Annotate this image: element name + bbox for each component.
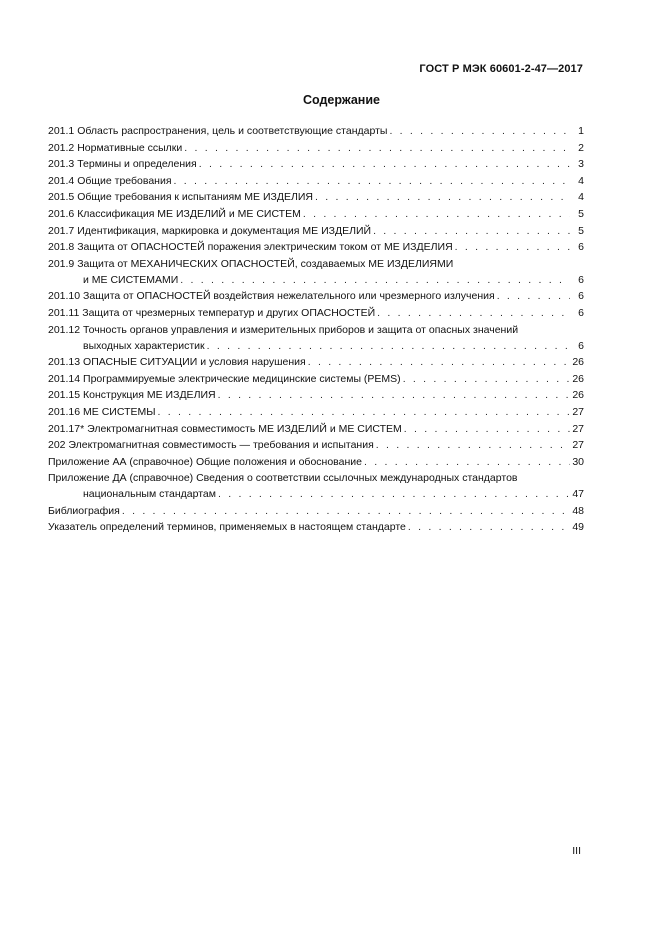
toc-entry[interactable] [48,123,584,140]
dot-leader [122,503,570,520]
toc-entry-title: 201.4 Общие требования [48,174,172,187]
toc-entry[interactable] [48,421,584,438]
toc-entry-title: 201.14 Программируемые электрические медицинские системы (PEMS) [48,372,401,385]
toc-entry[interactable] [48,256,584,289]
toc-entry[interactable] [48,371,584,388]
toc-entry-title: 201.10 Защита от ОПАСНОСТЕЙ воздействия нежелательного или чрезмерного излучения [48,290,495,303]
toc-entry-title: 202 Электромагнитная совместимость — требования и испытания [48,439,374,452]
toc-entry-title: Указатель определений терминов, применяемых в настоящем стандарте [48,521,406,534]
toc-entry-page: 26 [572,372,584,385]
toc-entry[interactable] [48,173,584,190]
toc-entry-page: 47 [572,488,584,501]
toc-entry-page: 5 [578,224,584,237]
page-title: Содержание [302,93,380,107]
dot-leader [408,519,570,536]
toc-entry-page: 4 [578,174,584,187]
toc-entry[interactable] [48,454,584,471]
toc-entry[interactable] [48,239,584,256]
toc-entry-page: 6 [578,339,584,352]
dot-leader [497,288,570,305]
dot-leader [404,421,570,438]
toc-entry-page: 49 [572,521,584,534]
toc-entry-title: 201.1 Область распространения, цель и соответствующие стандарты [48,125,388,137]
toc-entry-title: 201.8 Защита от ОПАСНОСТЕЙ поражения электрическим током от МЕ ИЗДЕЛИЯ [48,241,453,254]
dot-leader [373,223,570,240]
toc-entry[interactable] [48,305,584,322]
toc-entry[interactable] [48,519,584,536]
toc-entry-page: 27 [572,405,584,418]
toc-entry-page: 27 [572,422,584,435]
toc-entry-page: 3 [578,158,584,171]
toc-entry[interactable] [48,354,584,371]
table-of-contents [48,123,584,536]
toc-entry-page: 26 [572,389,584,402]
toc-entry-title: Библиография [48,504,120,517]
toc-entry-title: 201.3 Термины и определения [48,158,197,171]
toc-entry[interactable] [48,189,584,206]
toc-entry[interactable] [48,223,584,240]
toc-entry-page: 6 [578,241,584,254]
toc-entry-page: 6 [578,290,584,303]
page-number: III [572,845,581,857]
toc-entry-title: 201.17* Электромагнитная совместимость МЕ ИЗДЕЛИЙ и МЕ СИСТЕМ [48,422,402,435]
toc-entry-title: 201.16 МЕ СИСТЕМЫ [48,405,156,418]
dot-leader [389,123,570,140]
dot-leader [174,173,570,190]
toc-entry-title: 201.13 ОПАСНЫЕ СИТУАЦИИ и условия нарушения [48,356,306,369]
toc-entry-title: 201.11 Защита от чрезмерных температур и других ОПАСНОСТЕЙ [48,306,376,319]
toc-entry-title: 201.7 Идентификация, маркировка и документация МЕ ИЗДЕЛИЙ [48,224,372,237]
toc-entry-page: 5 [578,207,584,220]
toc-entry-page: 6 [578,306,584,319]
toc-entry[interactable] [48,288,584,305]
toc-entry-title-continued: и МЕ СИСТЕМАМИ [83,273,179,286]
toc-entry-page: 4 [578,191,584,204]
dot-leader [184,140,570,157]
dot-leader [218,387,570,404]
dot-leader [180,272,570,289]
toc-entry[interactable] [48,503,584,520]
toc-entry-page: 26 [572,356,584,369]
dot-leader [158,404,570,421]
toc-entry-title: 201.6 Классификация МЕ ИЗДЕЛИЙ и МЕ СИСТЕМ [48,207,301,220]
dot-leader [315,189,570,206]
toc-entry[interactable] [48,470,584,503]
dot-leader [377,305,570,322]
toc-entry[interactable] [48,404,584,421]
dot-leader [218,486,570,503]
toc-entry[interactable] [48,206,584,223]
toc-entry-title: 201.12 Точность органов управления и измерительных приборов и защита от опасных значений [48,323,519,336]
toc-entry-page: 30 [572,455,584,468]
dot-leader [403,371,570,388]
toc-entry-page: 27 [572,439,584,452]
dot-leader [303,206,570,223]
dot-leader [364,454,570,471]
toc-entry[interactable] [48,437,584,454]
dot-leader [376,437,570,454]
toc-entry-page: 2 [578,141,584,154]
dot-leader [199,156,570,173]
toc-entry-page: 6 [578,273,584,286]
toc-entry-title: Приложение ДА (справочное) Сведения о соответствии ссылочных международных стандартов [48,472,518,485]
toc-entry-title: 201.15 Конструкция МЕ ИЗДЕЛИЯ [48,389,216,402]
toc-entry-title: Приложение АА (справочное) Общие положения и обоснование [48,455,362,468]
toc-entry-title: 201.2 Нормативные ссылки [48,141,183,154]
toc-entry-page: 1 [578,125,584,137]
toc-entry-title: 201.5 Общие требования к испытаниям МЕ ИЗДЕЛИЯ [48,191,313,204]
dot-leader [455,239,570,256]
toc-entry-title-continued: национальным стандартам [83,488,216,501]
toc-entry-page: 48 [572,504,584,517]
dot-leader [207,338,570,355]
toc-entry[interactable] [48,322,584,355]
toc-entry[interactable] [48,156,584,173]
document-header: ГОСТ Р МЭК 60601-2-47—2017 [419,63,583,75]
toc-entry-title: 201.9 Защита от МЕХАНИЧЕСКИХ ОПАСНОСТЕЙ, создаваемых МЕ ИЗДЕЛИЯМИ [48,257,454,270]
toc-entry[interactable] [48,140,584,157]
dot-leader [308,354,570,371]
toc-entry[interactable] [48,387,584,404]
toc-entry-title-continued: выходных характеристик [83,339,205,352]
